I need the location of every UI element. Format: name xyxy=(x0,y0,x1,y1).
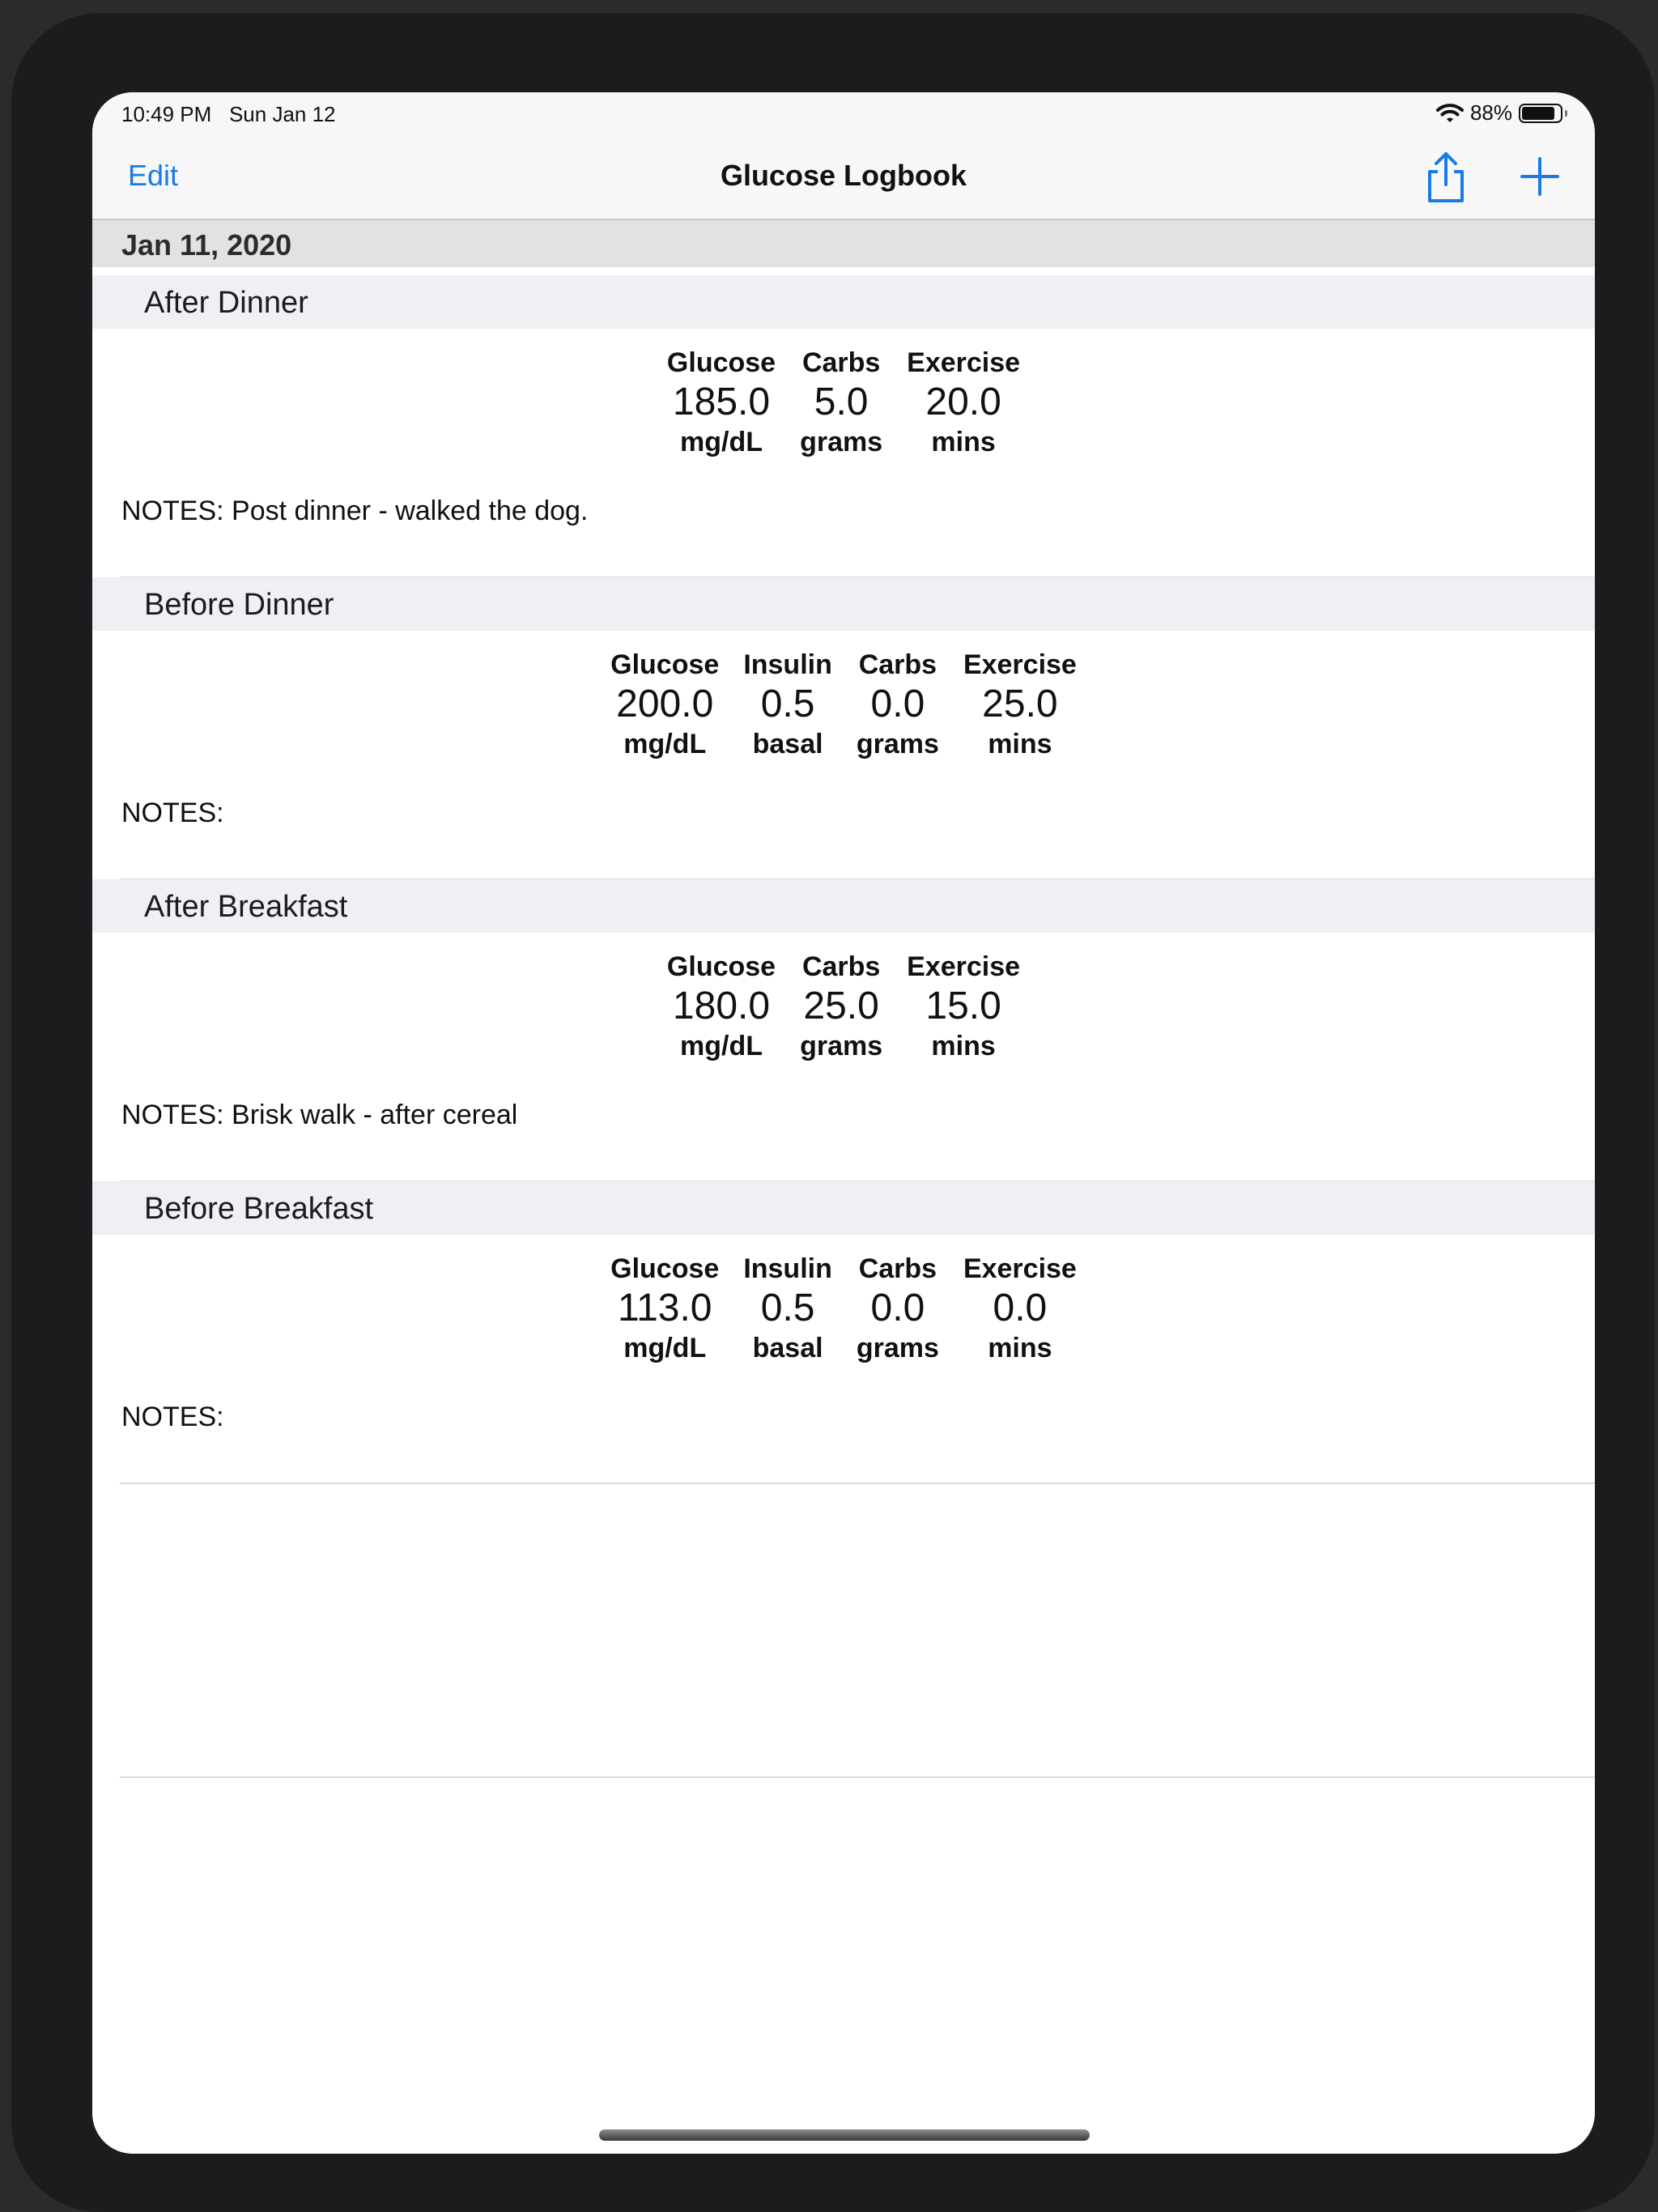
entry-metrics xyxy=(92,949,1595,1064)
entry-header xyxy=(92,1181,1595,1235)
plus-icon[interactable] xyxy=(1517,154,1562,199)
page-title: Glucose Logbook xyxy=(720,159,967,192)
navigation-bar xyxy=(92,139,1595,220)
edit-button[interactable]: Edit xyxy=(128,159,179,192)
battery-cap xyxy=(1565,110,1567,117)
metric-value: 20.0 xyxy=(925,381,1001,423)
metric-label: Insulin xyxy=(743,649,832,680)
metric-column xyxy=(963,647,1077,762)
metric-unit: basal xyxy=(752,1333,823,1363)
metric-label: Exercise xyxy=(907,951,1021,982)
metric-value: 180.0 xyxy=(672,985,771,1027)
metric-unit: mg/dL xyxy=(623,729,707,759)
entry-title: After Dinner xyxy=(144,286,308,320)
metric-column xyxy=(743,647,832,762)
entry-metrics xyxy=(92,1251,1595,1366)
metric-column xyxy=(743,1251,832,1366)
metric-value: 0.0 xyxy=(870,683,925,725)
log-entry[interactable] xyxy=(92,1181,1595,1484)
metric-column xyxy=(857,647,939,762)
metric-label: Exercise xyxy=(963,649,1077,680)
metric-unit: mins xyxy=(988,1333,1052,1363)
metric-value: 200.0 xyxy=(616,683,714,725)
metric-column xyxy=(667,345,776,460)
metric-column xyxy=(907,345,1020,460)
metric-column xyxy=(907,949,1020,1064)
status-indicators xyxy=(1436,100,1567,125)
metric-value: 25.0 xyxy=(803,985,879,1027)
metric-unit: mg/dL xyxy=(680,1031,763,1061)
entry-notes: NOTES: Post dinner - walked the dog. xyxy=(121,496,589,526)
metric-column xyxy=(800,949,882,1064)
wifi-icon xyxy=(1436,103,1464,124)
metric-unit: basal xyxy=(752,729,823,759)
metric-unit: mins xyxy=(988,729,1052,759)
home-indicator[interactable] xyxy=(599,2129,1090,2141)
battery-level xyxy=(1522,107,1554,120)
metric-label: Glucose xyxy=(666,951,776,982)
metric-label: Insulin xyxy=(743,1253,832,1284)
row-separator xyxy=(120,1776,1595,1778)
metric-label: Exercise xyxy=(963,1253,1077,1284)
metric-value: 0.0 xyxy=(870,1287,925,1329)
status-time-date xyxy=(121,102,336,127)
metric-unit: mins xyxy=(931,427,996,457)
status-time: 10:49 PM xyxy=(121,102,212,126)
section-date: Jan 11, 2020 xyxy=(121,228,292,262)
entry-notes: NOTES: Brisk walk - after cereal xyxy=(121,1100,518,1130)
battery-icon xyxy=(1519,104,1562,123)
entry-title: Before Dinner xyxy=(144,588,334,622)
entry-metrics xyxy=(92,647,1595,762)
metric-value: 185.0 xyxy=(672,381,771,423)
metric-column xyxy=(800,345,882,460)
metric-column xyxy=(610,1251,719,1366)
ipad-frame xyxy=(11,13,1655,2212)
metric-label: Carbs xyxy=(801,951,881,982)
battery-percent: 88% xyxy=(1469,100,1512,125)
metric-column xyxy=(857,1251,939,1366)
metric-value: 0.0 xyxy=(993,1287,1048,1329)
metric-unit: grams xyxy=(856,729,939,759)
share-icon[interactable] xyxy=(1422,149,1470,206)
metric-unit: grams xyxy=(856,1333,939,1363)
entry-metrics xyxy=(92,345,1595,460)
metric-label: Glucose xyxy=(610,1253,720,1284)
entry-title: After Breakfast xyxy=(144,890,348,924)
metric-value: 25.0 xyxy=(982,683,1058,725)
metric-label: Exercise xyxy=(907,347,1021,378)
metric-label: Carbs xyxy=(858,649,937,680)
metric-label: Carbs xyxy=(801,347,881,378)
entry-title: Before Breakfast xyxy=(144,1192,374,1226)
metric-value: 5.0 xyxy=(814,381,869,423)
entry-header xyxy=(92,577,1595,631)
metric-unit: mins xyxy=(931,1031,996,1061)
metric-value: 113.0 xyxy=(617,1287,712,1329)
metric-column xyxy=(963,1251,1077,1366)
metric-column xyxy=(667,949,776,1064)
log-entry[interactable] xyxy=(92,577,1595,880)
metric-column xyxy=(610,647,719,762)
entry-header xyxy=(92,275,1595,329)
status-date: Sun Jan 12 xyxy=(228,102,336,126)
status-bar xyxy=(92,92,1595,139)
metric-unit: mg/dL xyxy=(623,1333,707,1363)
entry-notes: NOTES: xyxy=(121,798,224,828)
metric-value: 0.5 xyxy=(760,1287,815,1329)
metric-value: 0.5 xyxy=(760,683,815,725)
metric-unit: grams xyxy=(800,1031,883,1061)
screen xyxy=(92,92,1595,2154)
metric-label: Carbs xyxy=(858,1253,937,1284)
entry-notes: NOTES: xyxy=(121,1402,224,1432)
section-header-date xyxy=(92,220,1595,267)
metric-unit: grams xyxy=(800,427,883,457)
metric-label: Glucose xyxy=(610,649,720,680)
entry-header xyxy=(92,879,1595,933)
metric-unit: mg/dL xyxy=(680,427,763,457)
metric-label: Glucose xyxy=(666,347,776,378)
log-entry[interactable] xyxy=(92,275,1595,578)
metric-value: 15.0 xyxy=(925,985,1001,1027)
row-separator xyxy=(120,1482,1595,1484)
log-entry[interactable] xyxy=(92,879,1595,1182)
